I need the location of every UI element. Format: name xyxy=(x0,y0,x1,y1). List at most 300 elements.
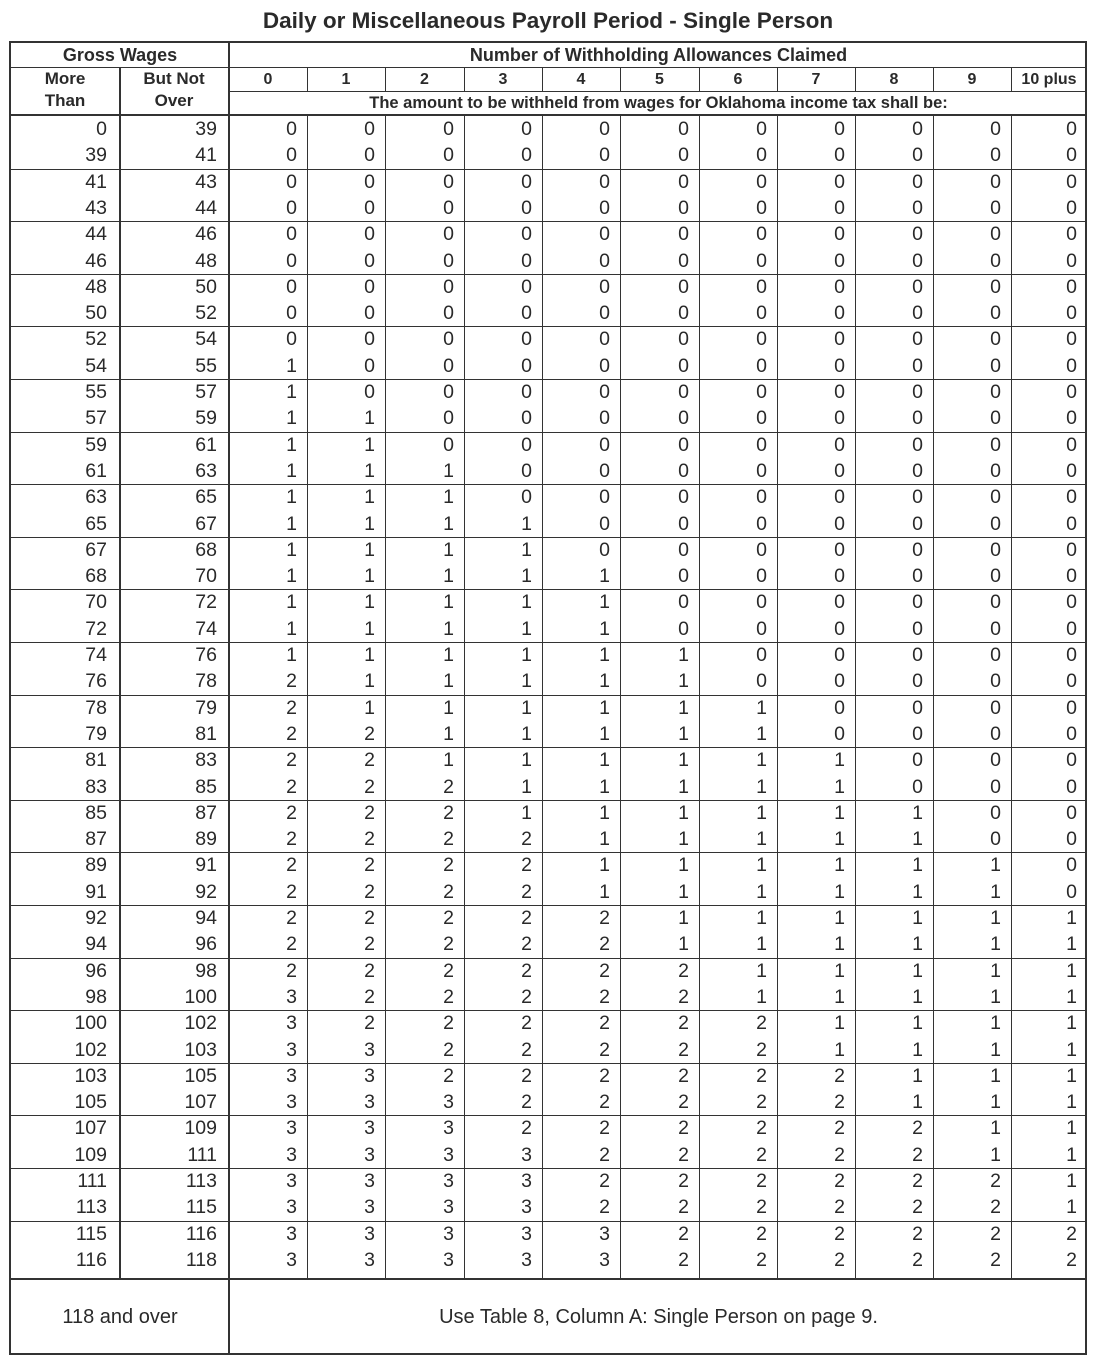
withholding-amount: 0 xyxy=(443,328,454,351)
withholding-amount: 0 xyxy=(599,223,610,246)
withholding-amount: 2 xyxy=(286,801,297,824)
withholding-amount: 0 xyxy=(912,749,923,772)
withholding-amount: 2 xyxy=(678,1170,689,1192)
withholding-amount: 1 xyxy=(599,591,610,614)
withholding-amount: 0 xyxy=(756,170,767,193)
withholding-amount: 1 xyxy=(1066,907,1077,929)
withholding-amount: 2 xyxy=(834,1222,845,1245)
withholding-amount: 2 xyxy=(286,670,297,693)
withholding-amount: 0 xyxy=(443,249,454,272)
withholding-amount: 2 xyxy=(912,1196,923,1219)
withholding-amount: 1 xyxy=(599,617,610,640)
column-divider xyxy=(855,114,856,1278)
withholding-amount: 3 xyxy=(521,1222,532,1245)
withholding-amount: 2 xyxy=(364,828,375,851)
wage-more-than: 96 xyxy=(85,959,107,982)
withholding-amount: 1 xyxy=(286,591,297,614)
withholding-amount: 2 xyxy=(678,1091,689,1114)
withholding-amount: 0 xyxy=(990,275,1001,298)
row-group-divider xyxy=(11,642,1087,643)
withholding-amount: 0 xyxy=(912,381,923,403)
withholding-amount: 0 xyxy=(678,538,689,561)
withholding-amount: 2 xyxy=(756,1091,767,1114)
wage-but-not-over: 59 xyxy=(195,407,217,430)
column-divider xyxy=(699,67,700,91)
withholding-amount: 0 xyxy=(834,328,845,351)
withholding-amount: 1 xyxy=(990,985,1001,1008)
withholding-amount: 0 xyxy=(756,512,767,535)
withholding-amount: 1 xyxy=(990,1038,1001,1061)
withholding-amount: 3 xyxy=(443,1117,454,1140)
withholding-amount: 0 xyxy=(990,433,1001,456)
withholding-amount: 2 xyxy=(443,1012,454,1035)
withholding-amount: 1 xyxy=(990,907,1001,929)
withholding-amount: 0 xyxy=(599,407,610,430)
withholding-amount: 0 xyxy=(834,407,845,430)
column-divider xyxy=(464,91,465,92)
wage-more-than: 116 xyxy=(75,1248,107,1271)
withholding-amount: 0 xyxy=(1066,328,1077,351)
withholding-amount: 3 xyxy=(443,1143,454,1166)
withholding-amount: 0 xyxy=(834,591,845,614)
withholding-amount: 0 xyxy=(756,223,767,246)
withholding-amount: 0 xyxy=(521,223,532,246)
withholding-amount: 1 xyxy=(521,670,532,693)
allowance-column-header: 5 xyxy=(655,71,664,88)
withholding-amount: 3 xyxy=(521,1196,532,1219)
withholding-amount: 1 xyxy=(364,433,375,456)
column-divider xyxy=(307,67,308,91)
withholding-amount: 0 xyxy=(678,196,689,219)
withholding-amount: 1 xyxy=(834,775,845,798)
withholding-amount: 3 xyxy=(286,1038,297,1061)
withholding-amount: 0 xyxy=(990,722,1001,745)
wage-more-than: 59 xyxy=(85,433,107,456)
withholding-amount: 0 xyxy=(834,696,845,719)
withholding-amount: 2 xyxy=(599,1196,610,1219)
withholding-amount: 3 xyxy=(286,1064,297,1087)
withholding-amount: 2 xyxy=(599,907,610,929)
withholding-amount: 0 xyxy=(443,170,454,193)
withholding-amount: 0 xyxy=(364,275,375,298)
withholding-amount: 3 xyxy=(364,1248,375,1271)
withholding-amount: 0 xyxy=(443,275,454,298)
withholding-amount: 0 xyxy=(1066,170,1077,193)
wage-more-than: 79 xyxy=(85,722,107,745)
withholding-amount: 1 xyxy=(443,722,454,745)
withholding-amount: 1 xyxy=(834,907,845,929)
withholding-amount: 1 xyxy=(756,933,767,956)
withholding-amount: 2 xyxy=(599,1038,610,1061)
withholding-amount: 3 xyxy=(521,1143,532,1166)
withholding-amount: 1 xyxy=(443,670,454,693)
withholding-amount: 2 xyxy=(443,775,454,798)
wage-more-than: 89 xyxy=(85,854,107,877)
withholding-amount: 0 xyxy=(1066,459,1077,482)
withholding-amount: 0 xyxy=(756,617,767,640)
withholding-amount: 1 xyxy=(443,459,454,482)
withholding-amount: 0 xyxy=(990,170,1001,193)
column-divider xyxy=(855,91,856,92)
withholding-amount: 1 xyxy=(286,381,297,403)
column-divider xyxy=(385,114,386,1278)
column-divider xyxy=(542,91,543,92)
withholding-amount: 0 xyxy=(756,670,767,693)
withholding-amount: 0 xyxy=(1066,407,1077,430)
but-not-over-header-line1: But Not xyxy=(143,69,205,88)
withholding-amount: 1 xyxy=(364,486,375,509)
withholding-amount: 2 xyxy=(756,1117,767,1140)
withholding-amount: 2 xyxy=(286,854,297,877)
withholding-amount: 3 xyxy=(443,1222,454,1245)
withholding-amount: 0 xyxy=(364,223,375,246)
wage-but-not-over: 52 xyxy=(195,302,217,325)
withholding-amount: 0 xyxy=(1066,591,1077,614)
withholding-amount: 0 xyxy=(834,459,845,482)
withholding-amount: 0 xyxy=(521,328,532,351)
withholding-amount: 0 xyxy=(678,249,689,272)
withholding-amount: 0 xyxy=(912,670,923,693)
withholding-amount: 0 xyxy=(443,354,454,377)
withholding-amount: 2 xyxy=(599,1091,610,1114)
withholding-amount: 1 xyxy=(1066,1143,1077,1166)
withholding-amount: 0 xyxy=(912,538,923,561)
wage-but-not-over: 115 xyxy=(185,1196,217,1219)
withholding-amount: 2 xyxy=(443,1038,454,1061)
wage-more-than: 68 xyxy=(85,565,107,588)
withholding-amount: 0 xyxy=(834,670,845,693)
withholding-amount: 0 xyxy=(1066,828,1077,851)
withholding-amount: 2 xyxy=(912,1248,923,1271)
withholding-amount: 2 xyxy=(678,1038,689,1061)
wage-more-than: 105 xyxy=(74,1091,107,1114)
withholding-amount: 3 xyxy=(599,1222,610,1245)
withholding-amount: 1 xyxy=(912,1091,923,1114)
withholding-amount: 2 xyxy=(364,722,375,745)
wage-more-than: 102 xyxy=(74,1038,107,1061)
withholding-amount: 2 xyxy=(286,828,297,851)
withholding-amount: 2 xyxy=(443,880,454,903)
withholding-amount: 0 xyxy=(521,196,532,219)
withholding-amount: 2 xyxy=(1066,1222,1077,1245)
withholding-amount: 3 xyxy=(443,1248,454,1271)
withholding-amount: 1 xyxy=(443,486,454,509)
withholding-amount: 0 xyxy=(912,459,923,482)
wage-more-than: 100 xyxy=(74,1012,107,1035)
withholding-amount: 1 xyxy=(521,538,532,561)
withholding-amount: 1 xyxy=(364,407,375,430)
withholding-amount: 3 xyxy=(286,985,297,1008)
withholding-amount: 0 xyxy=(599,538,610,561)
withholding-amount: 2 xyxy=(678,1012,689,1035)
withholding-amount: 0 xyxy=(990,801,1001,824)
withholding-amount: 2 xyxy=(521,1038,532,1061)
withholding-amount: 0 xyxy=(678,170,689,193)
withholding-amount: 0 xyxy=(286,223,297,246)
withholding-amount: 1 xyxy=(912,880,923,903)
withholding-amount: 1 xyxy=(678,801,689,824)
withholding-amount: 0 xyxy=(756,196,767,219)
withholding-amount: 0 xyxy=(599,512,610,535)
withholding-amount: 1 xyxy=(286,565,297,588)
withholding-amount: 3 xyxy=(364,1091,375,1114)
withholding-amount: 0 xyxy=(678,486,689,509)
withholding-amount: 0 xyxy=(1066,775,1077,798)
withholding-table xyxy=(9,41,1087,1355)
withholding-amount: 1 xyxy=(678,854,689,877)
wage-but-not-over: 63 xyxy=(195,459,217,482)
withholding-amount: 0 xyxy=(834,275,845,298)
withholding-amount: 0 xyxy=(912,302,923,325)
withholding-amount: 0 xyxy=(912,196,923,219)
row-group-divider xyxy=(11,695,1087,696)
column-divider xyxy=(777,91,778,92)
column-divider xyxy=(542,67,543,91)
withholding-amount: 0 xyxy=(678,328,689,351)
withholding-amount: 0 xyxy=(678,512,689,535)
withholding-amount: 0 xyxy=(1066,722,1077,745)
withholding-amount: 1 xyxy=(990,1064,1001,1087)
withholding-amount: 1 xyxy=(521,617,532,640)
withholding-amount: 0 xyxy=(912,722,923,745)
withholding-amount: 0 xyxy=(834,486,845,509)
withholding-amount: 1 xyxy=(834,749,845,772)
column-divider xyxy=(699,114,700,1278)
withholding-amount: 1 xyxy=(521,722,532,745)
withholding-amount: 0 xyxy=(364,170,375,193)
wage-but-not-over: 113 xyxy=(185,1170,217,1192)
wage-but-not-over: 61 xyxy=(195,433,217,456)
withholding-amount: 0 xyxy=(912,275,923,298)
wage-but-not-over: 83 xyxy=(195,749,217,772)
withholding-amount: 0 xyxy=(912,565,923,588)
wage-but-not-over: 70 xyxy=(195,565,217,588)
withholding-amount: 0 xyxy=(990,249,1001,272)
withholding-amount: 2 xyxy=(912,1143,923,1166)
withholding-amount: 0 xyxy=(599,196,610,219)
withholding-amount: 1 xyxy=(364,591,375,614)
column-divider xyxy=(620,67,621,91)
withholding-amount: 2 xyxy=(443,1064,454,1087)
withholding-amount: 2 xyxy=(521,1064,532,1087)
withholding-amount: 0 xyxy=(443,196,454,219)
column-divider xyxy=(933,114,934,1278)
withholding-amount: 0 xyxy=(912,591,923,614)
withholding-amount: 0 xyxy=(599,118,610,140)
withholding-amount: 2 xyxy=(599,1143,610,1166)
wage-but-not-over: 43 xyxy=(195,170,217,193)
withholding-amount: 0 xyxy=(364,118,375,140)
withholding-amount: 0 xyxy=(286,144,297,167)
withholding-amount: 2 xyxy=(521,933,532,956)
withholding-amount: 2 xyxy=(599,1064,610,1087)
withholding-amount: 1 xyxy=(286,354,297,377)
withholding-amount: 0 xyxy=(990,670,1001,693)
withholding-amount: 0 xyxy=(443,223,454,246)
withholding-amount: 0 xyxy=(990,302,1001,325)
withholding-amount: 0 xyxy=(756,538,767,561)
allowance-column-header: 8 xyxy=(889,71,899,88)
withholding-amount: 1 xyxy=(990,959,1001,982)
withholding-amount: 0 xyxy=(756,328,767,351)
wage-more-than: 57 xyxy=(85,407,107,430)
withholding-amount: 1 xyxy=(912,801,923,824)
withholding-amount: 1 xyxy=(1066,1064,1077,1087)
withholding-amount: 1 xyxy=(678,828,689,851)
withholding-amount: 1 xyxy=(443,565,454,588)
withholding-amount: 2 xyxy=(364,1012,375,1035)
withholding-amount: 1 xyxy=(834,801,845,824)
withholding-amount: 0 xyxy=(1066,512,1077,535)
withholding-amount: 1 xyxy=(443,591,454,614)
withholding-amount: 0 xyxy=(912,644,923,666)
withholding-amount: 2 xyxy=(678,1117,689,1140)
withholding-amount: 0 xyxy=(756,144,767,167)
header-bottom-line xyxy=(11,114,1087,116)
withholding-amount: 0 xyxy=(1066,275,1077,298)
withholding-amount: 2 xyxy=(834,1170,845,1192)
withholding-amount: 0 xyxy=(286,196,297,219)
withholding-amount: 0 xyxy=(678,459,689,482)
withholding-amount: 0 xyxy=(364,196,375,219)
wage-but-not-over: 68 xyxy=(195,538,217,561)
withholding-amount: 0 xyxy=(1066,644,1077,666)
withholding-amount: 2 xyxy=(912,1117,923,1140)
wage-but-not-over: 72 xyxy=(195,591,217,614)
column-divider xyxy=(385,67,386,91)
withholding-amount: 0 xyxy=(599,354,610,377)
withholding-amount: 0 xyxy=(912,170,923,193)
column-divider xyxy=(933,67,934,91)
withholding-amount: 2 xyxy=(521,907,532,929)
row-group-divider xyxy=(11,852,1087,853)
withholding-amount: 0 xyxy=(364,381,375,403)
withholding-amount: 2 xyxy=(756,1038,767,1061)
wage-more-than: 52 xyxy=(85,328,107,351)
wage-more-than: 50 xyxy=(85,302,107,325)
withholding-amount: 1 xyxy=(678,749,689,772)
withholding-amount: 1 xyxy=(834,933,845,956)
withholding-amount: 1 xyxy=(834,959,845,982)
withholding-amount: 1 xyxy=(912,1038,923,1061)
row-group-divider xyxy=(11,747,1087,748)
withholding-amount: 0 xyxy=(599,459,610,482)
withholding-amount: 0 xyxy=(990,538,1001,561)
withholding-amount: 1 xyxy=(756,696,767,719)
withholding-amount: 1 xyxy=(1066,1170,1077,1192)
withholding-amount: 0 xyxy=(756,459,767,482)
withholding-amount: 1 xyxy=(1066,1196,1077,1219)
withholding-amount: 1 xyxy=(364,696,375,719)
withholding-amount: 0 xyxy=(521,433,532,456)
withholding-amount: 0 xyxy=(1066,538,1077,561)
wage-more-than: 76 xyxy=(85,670,107,693)
withholding-amount: 1 xyxy=(364,538,375,561)
withholding-amount: 1 xyxy=(521,644,532,666)
withholding-amount: 0 xyxy=(599,170,610,193)
withholding-amount: 0 xyxy=(678,223,689,246)
withholding-amount: 0 xyxy=(990,775,1001,798)
gross-wages-header: Gross Wages xyxy=(62,45,178,65)
withholding-amount: 1 xyxy=(443,644,454,666)
wage-but-not-over: 109 xyxy=(184,1117,217,1140)
withholding-amount: 1 xyxy=(443,617,454,640)
withholding-amount: 1 xyxy=(521,565,532,588)
withholding-amount: 0 xyxy=(599,249,610,272)
column-divider xyxy=(777,67,778,91)
row-group-divider xyxy=(11,958,1087,959)
column-divider xyxy=(699,91,700,92)
withholding-amount: 1 xyxy=(912,1012,923,1035)
withholding-amount: 0 xyxy=(286,302,297,325)
withholding-amount: 1 xyxy=(678,880,689,903)
withholding-amount: 0 xyxy=(990,512,1001,535)
row-group-divider xyxy=(11,1063,1087,1064)
withholding-amount: 1 xyxy=(521,696,532,719)
withholding-amount: 1 xyxy=(599,854,610,877)
withholding-amount: 1 xyxy=(756,959,767,982)
wage-but-not-over: 102 xyxy=(184,1012,217,1035)
wage-but-not-over: 74 xyxy=(195,617,217,640)
withholding-amount: 1 xyxy=(990,1117,1001,1140)
withholding-amount: 2 xyxy=(286,933,297,956)
withholding-amount: 1 xyxy=(364,565,375,588)
withholding-amount: 0 xyxy=(443,302,454,325)
withholding-amount: 1 xyxy=(599,696,610,719)
withholding-amount: 1 xyxy=(1066,1117,1077,1140)
withholding-amount: 2 xyxy=(443,828,454,851)
withholding-amount: 0 xyxy=(364,354,375,377)
withholding-amount: 1 xyxy=(678,670,689,693)
wage-more-than: 94 xyxy=(85,933,107,956)
wage-more-than: 61 xyxy=(85,459,107,482)
row-group-divider xyxy=(11,169,1087,170)
withholding-amount: 0 xyxy=(990,118,1001,140)
withholding-amount: 1 xyxy=(599,749,610,772)
allowances-header: Number of Withholding Allowances Claimed xyxy=(469,45,848,65)
withholding-amount: 2 xyxy=(443,933,454,956)
withholding-amount: 1 xyxy=(1066,959,1077,982)
withholding-amount: 0 xyxy=(990,196,1001,219)
wage-but-not-over: 50 xyxy=(195,275,217,298)
withholding-amount: 1 xyxy=(286,644,297,666)
withholding-amount: 0 xyxy=(521,170,532,193)
withholding-amount: 0 xyxy=(443,118,454,140)
wage-more-than: 115 xyxy=(75,1222,107,1245)
withholding-amount: 0 xyxy=(364,302,375,325)
allowance-column-header: 6 xyxy=(733,71,743,88)
withholding-amount: 1 xyxy=(678,907,689,929)
withholding-amount: 0 xyxy=(912,354,923,377)
amount-subheader: The amount to be withheld from wages for Oklahoma income tax shall be: xyxy=(369,94,948,112)
withholding-amount: 2 xyxy=(286,880,297,903)
withholding-amount: 1 xyxy=(912,907,923,929)
withholding-amount: 1 xyxy=(521,749,532,772)
withholding-amount: 1 xyxy=(443,538,454,561)
withholding-amount: 0 xyxy=(990,749,1001,772)
withholding-amount: 3 xyxy=(286,1012,297,1035)
withholding-amount: 2 xyxy=(678,1222,689,1245)
withholding-amount: 1 xyxy=(443,749,454,772)
withholding-amount: 2 xyxy=(286,696,297,719)
row-group-divider xyxy=(11,1168,1087,1169)
wage-but-not-over: 79 xyxy=(195,696,217,719)
withholding-amount: 1 xyxy=(834,985,845,1008)
wage-more-than: 83 xyxy=(85,775,107,798)
withholding-amount: 0 xyxy=(599,486,610,509)
withholding-amount: 3 xyxy=(286,1170,297,1192)
wage-but-not-over: 96 xyxy=(195,933,217,956)
